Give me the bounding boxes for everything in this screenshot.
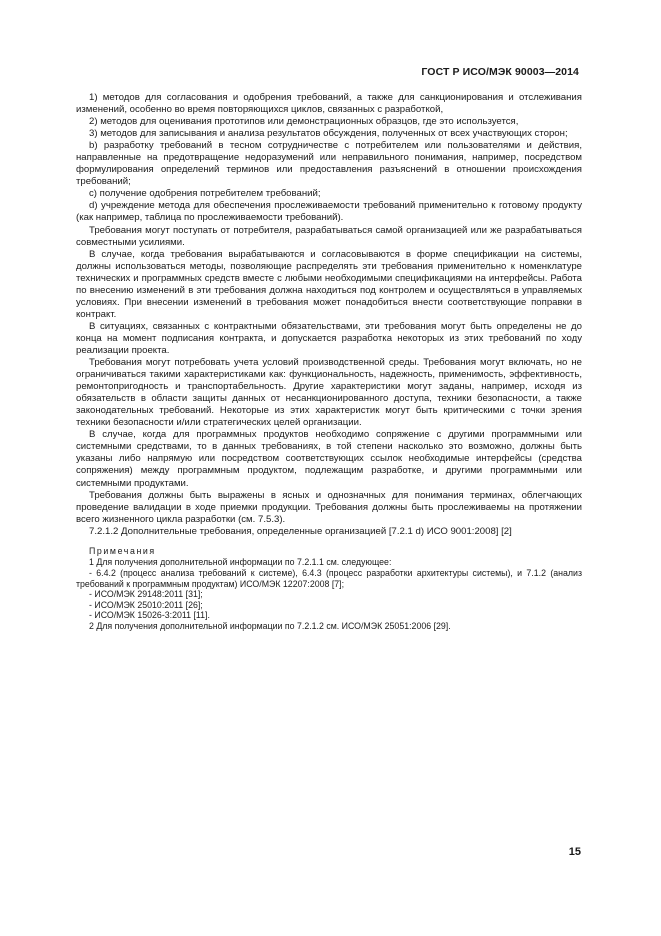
paragraph-4: b) разработку требований в тесном сотрудничестве с потребителем или пользователями и действия, направленные на предотвращение недоразумений или неправильного понимания, например, посредством формулирования определений терминов или предоставления разъяснений в отношении происхождения требований; xyxy=(76,140,582,188)
note-line: - ИСО/МЭК 29148:2011 [31]; xyxy=(89,589,203,600)
paragraph-11: В случае, когда для программных продуктов необходимо сопряжение с другими программными или системными средствами, то в данных требованиях, в той степени насколько это возможно, должны быть указаны либо напрямую или посредством соответствующих ссылок необходимые интерфейсы (средства сопряжения) между программным продуктом, подлежащим разработке, и другими программными или системными продуктами. xyxy=(76,429,582,489)
paragraph-9: В ситуациях, связанных с контрактными обязательствами, эти требования могут быть определены не до конца на момент подписания контракта, и допускается разработка некоторых из этих требований по ходу реализации проекта. xyxy=(76,320,582,356)
paragraph-2: 2) методов для оценивания прототипов или демонстрационных образцов, где это используется, xyxy=(89,116,519,128)
paragraph-10: Требования могут потребовать учета условий производственной среды. Требования могут включать, но не ограничиваться такими характеристиками как: функциональность, надежность, применимость, эффективность, ремонтопригодность и транспортабельность. Другие характеристики могут заданы, например, исходя из обязательств в области защиты данных от несанкционированного доступа, техники безопасности, а также законодательных требований. Некоторые из этих характеристик могут быть критическими с точки зрения техники безопасности и/или стратегических целей организации. xyxy=(76,357,582,429)
paragraph-8: В случае, когда требования вырабатываются и согласовываются в форме спецификации на системы, должны использоваться методы, позволяющие распределять эти требования применительно к номенклатуре технических и программных средств вместе с любыми необходимыми спецификациями на интерфейсы. Работа по внесению изменений в эти требования должна находиться под контролем и осуществляться в управляемых условиях. При внесении изменений в требования может понадобиться внести соответствующие поправки в контракт. xyxy=(76,248,582,320)
note-line: - ИСО/МЭК 25010:2011 [26]; xyxy=(89,599,203,610)
note-line: - ИСО/МЭК 15026-3:2011 [11]. xyxy=(89,610,210,621)
paragraph-3: 3) методов для записывания и анализа результатов обсуждения, полученных от всех участвующих сторон; xyxy=(89,128,568,140)
page-number: 15 xyxy=(568,846,581,858)
section-heading-7-2-1-2: 7.2.1.2 Дополнительные требования, определенные организацией [7.2.1 d) ИСО 9001:2008] [2] xyxy=(89,525,512,537)
notes-title: Примечания xyxy=(89,545,156,556)
paragraph-5: c) получение одобрения потребителем требований; xyxy=(89,188,321,200)
paragraph-6: d) учреждение метода для обеспечения прослеживаемости требований применительно к готовому продукту (как например, таблица по прослеживаемости требований). xyxy=(76,200,582,224)
note-line: - 6.4.2 (процесс анализа требований к системе), 6.4.3 (процесс разработки архитектуры системы), и 7.1.2 (анализ требований к программным продуктам) ИСО/МЭК 12207:2008 [7]; xyxy=(76,567,582,589)
paragraph-12: Требования должны быть выражены в ясных и однозначных для понимания терминах, облегчающих проведение валидации в ходе приемки продукции. Требования должны быть прослеживаемы на протяжении всего жизненного цикла разработки (см. 7.5.3). xyxy=(76,489,582,525)
paragraph-1: 1) методов для согласования и одобрения требований, а также для санкционирования и отслеживания изменений, особенно во время повторяющихся циклов, связанных с разработкой, xyxy=(76,92,582,116)
document-body xyxy=(76,92,582,631)
standard-code-header: ГОСТ Р ИСО/МЭК 90003—2014 xyxy=(421,66,579,78)
notes-block xyxy=(76,546,582,632)
note-line: 1 Для получения дополнительной информации по 7.2.1.1 см. следующее: xyxy=(89,557,392,568)
note-line: 2 Для получения дополнительной информации по 7.2.1.2 см. ИСО/МЭК 25051:2006 [29]. xyxy=(89,620,451,631)
paragraph-7: Требования могут поступать от потребителя, разрабатываться самой организацией или же разрабатываться совместными усилиями. xyxy=(76,224,582,248)
